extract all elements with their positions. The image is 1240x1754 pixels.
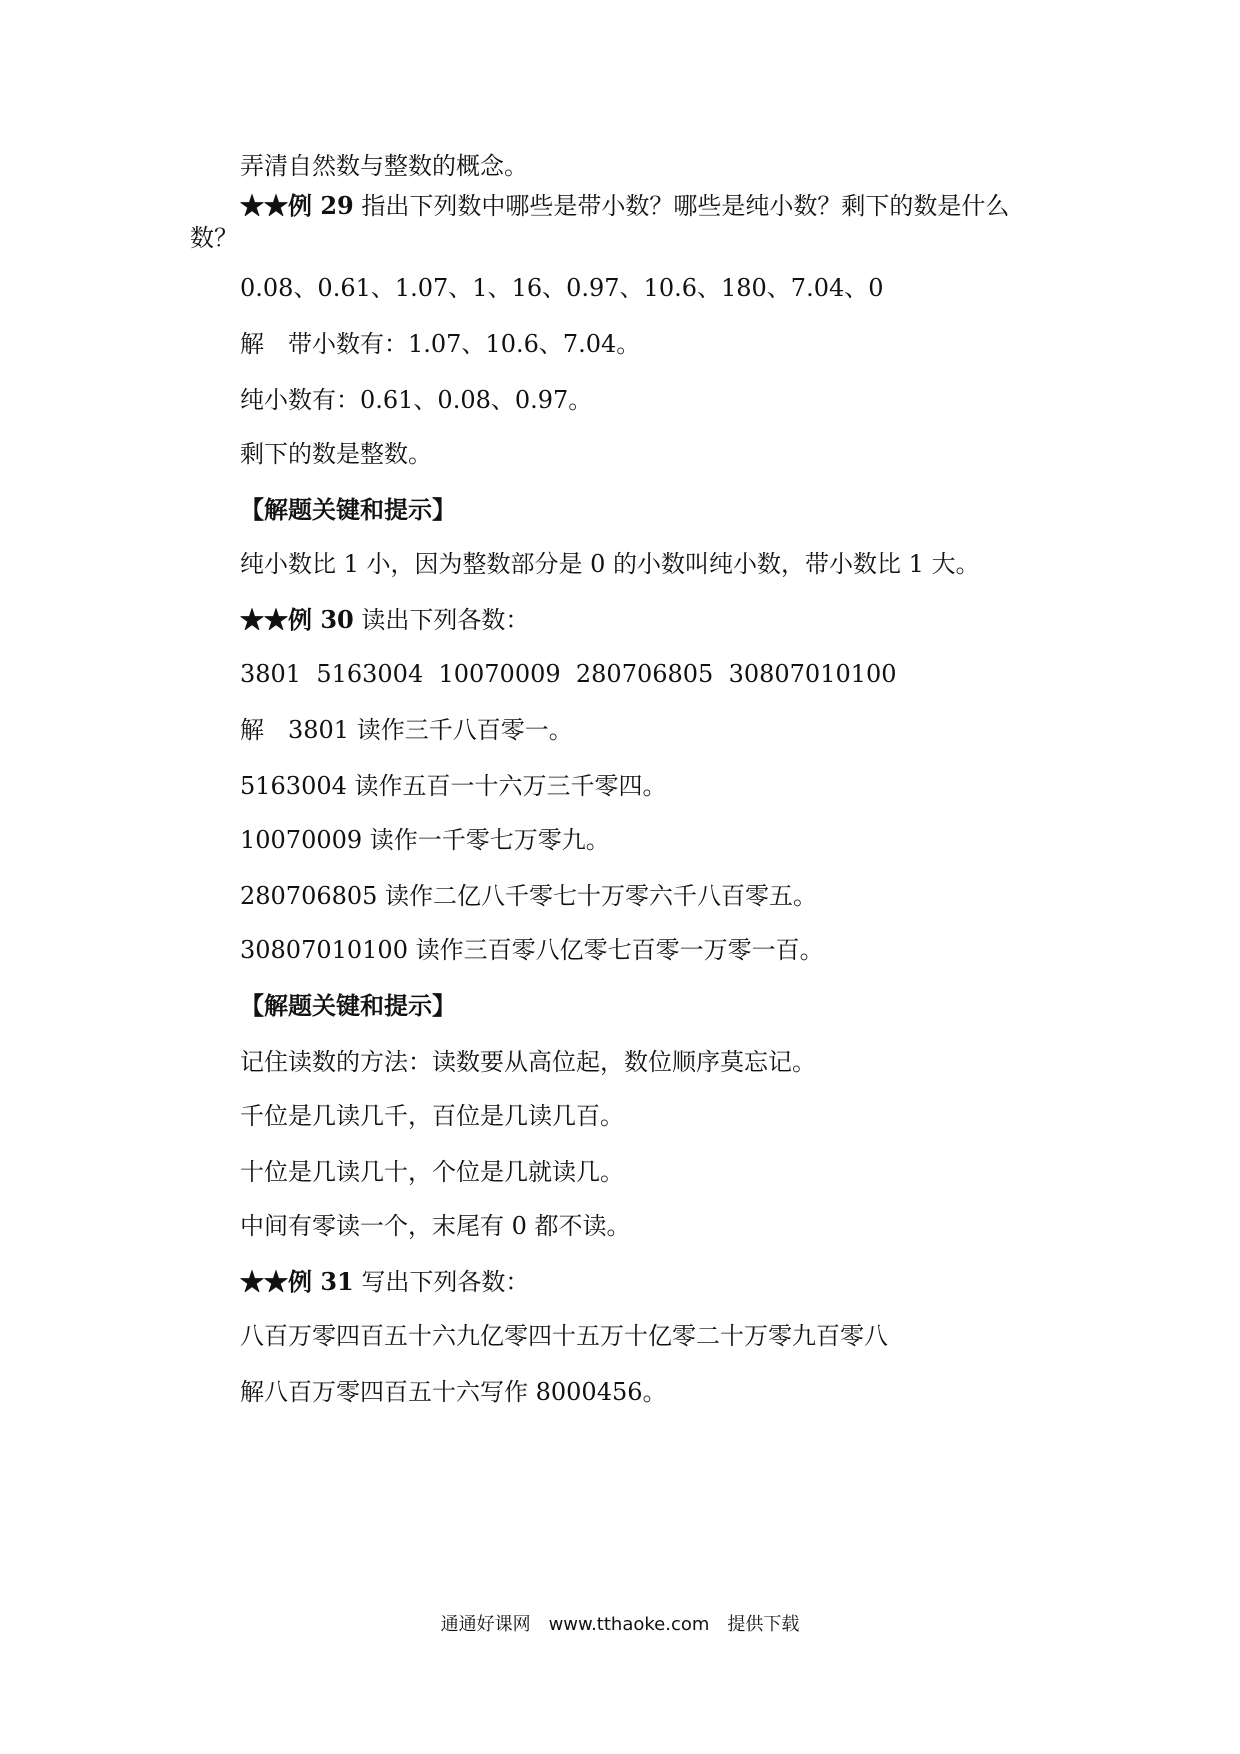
example-29-text-continued: 数？ (190, 224, 238, 252)
method-line: 千位是几读几千，百位是几读几百。 (240, 1102, 624, 1130)
example-31-heading (240, 1266, 529, 1298)
writing-line: 解八百万零四百五十六写作 8000456。 (240, 1378, 667, 1406)
number-list: 0.08、0.61、1.07、1、16、0.97、10.6、180、7.04、0 (240, 274, 884, 302)
hint-line: 纯小数比 1 小，因为整数部分是 0 的小数叫纯小数，带小数比 1 大。 (240, 550, 980, 578)
text-line: 弄清自然数与整数的概念。 (240, 152, 528, 180)
example-30-text: 读出下列各数： (361, 606, 530, 634)
example-29-label: ★★例 29 (240, 191, 354, 220)
solution-line: 剩下的数是整数。 (240, 440, 432, 468)
example-30-label: ★★例 30 (240, 605, 354, 634)
number-words-line: 八百万零四百五十六九亿零四十五万十亿零二十万零九百零八 (240, 1322, 888, 1350)
example-29-text: 指出下列数中哪些是带小数？哪些是纯小数？剩下的数是什么 (361, 192, 1010, 220)
method-line: 中间有零读一个，末尾有 0 都不读。 (240, 1212, 631, 1240)
reading-line: 解 3801 读作三千八百零一。 (240, 716, 573, 744)
reading-line: 280706805 读作二亿八千零七十万零六千八百零五。 (240, 882, 818, 910)
method-line: 十位是几读几十，个位是几就读几。 (240, 1158, 624, 1186)
key-hint-heading: 【解题关键和提示】 (240, 495, 456, 524)
example-30-heading (240, 604, 529, 636)
reading-line: 30807010100 读作三百零八亿零七百零一万零一百。 (240, 936, 824, 964)
key-hint-heading: 【解题关键和提示】 (240, 991, 456, 1020)
reading-line: 10070009 读作一千零七万零九。 (240, 826, 610, 854)
number-list: 3801 5163004 10070009 280706805 30807010100 (240, 660, 897, 688)
solution-line: 解 带小数有：1.07、10.6、7.04。 (240, 330, 641, 358)
page-footer: 通通好课网 www.tthaoke.com 提供下载 (440, 1614, 800, 1635)
reading-line: 5163004 读作五百一十六万三千零四。 (240, 772, 667, 800)
method-line: 记住读数的方法：读数要从高位起，数位顺序莫忘记。 (240, 1048, 816, 1076)
example-31-text: 写出下列各数： (361, 1268, 530, 1296)
example-31-label: ★★例 31 (240, 1267, 354, 1296)
solution-line: 纯小数有：0.61、0.08、0.97。 (240, 386, 593, 414)
example-29-heading (240, 190, 1009, 222)
